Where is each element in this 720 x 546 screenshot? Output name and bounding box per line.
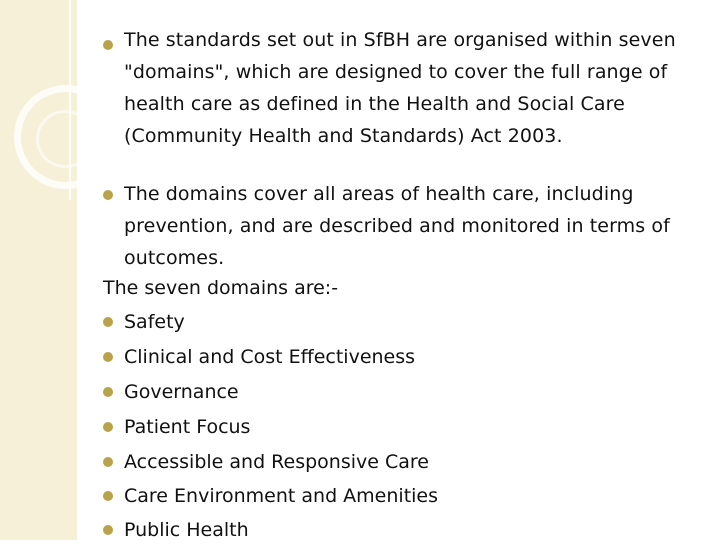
domain-item-patient-focus: Patient Focus xyxy=(124,416,251,438)
domain-item-public-health: Public Health xyxy=(124,519,249,541)
bullet-icon xyxy=(103,40,113,50)
bullet-icon xyxy=(103,190,113,200)
domain-item-environment: Care Environment and Amenities xyxy=(124,485,439,507)
domain-item-safety: Safety xyxy=(124,311,185,333)
bullet-icon xyxy=(103,422,113,432)
bullet-icon xyxy=(103,387,113,397)
bullet-icon xyxy=(103,457,113,467)
bullet-icon xyxy=(103,352,113,362)
domains-intro: The seven domains are:- xyxy=(103,277,339,299)
domain-item-clinical: Clinical and Cost Effectiveness xyxy=(124,346,416,368)
bullet-icon xyxy=(103,317,113,327)
bullet-icon xyxy=(103,525,113,535)
paragraph-standards: The standards set out in SfBH are organised within seven "domains", which are designed to cover the full range of health care as defined in the Health and Social Care (Community Health and Standards) Act 2003. xyxy=(124,29,676,147)
domain-item-governance: Governance xyxy=(124,381,239,403)
domain-item-accessible: Accessible and Responsive Care xyxy=(124,451,429,473)
bullet-icon xyxy=(103,491,113,501)
paragraph-domains-cover: The domains cover all areas of health care, including prevention, and are described and monitored in terms of outcomes. xyxy=(124,183,670,269)
